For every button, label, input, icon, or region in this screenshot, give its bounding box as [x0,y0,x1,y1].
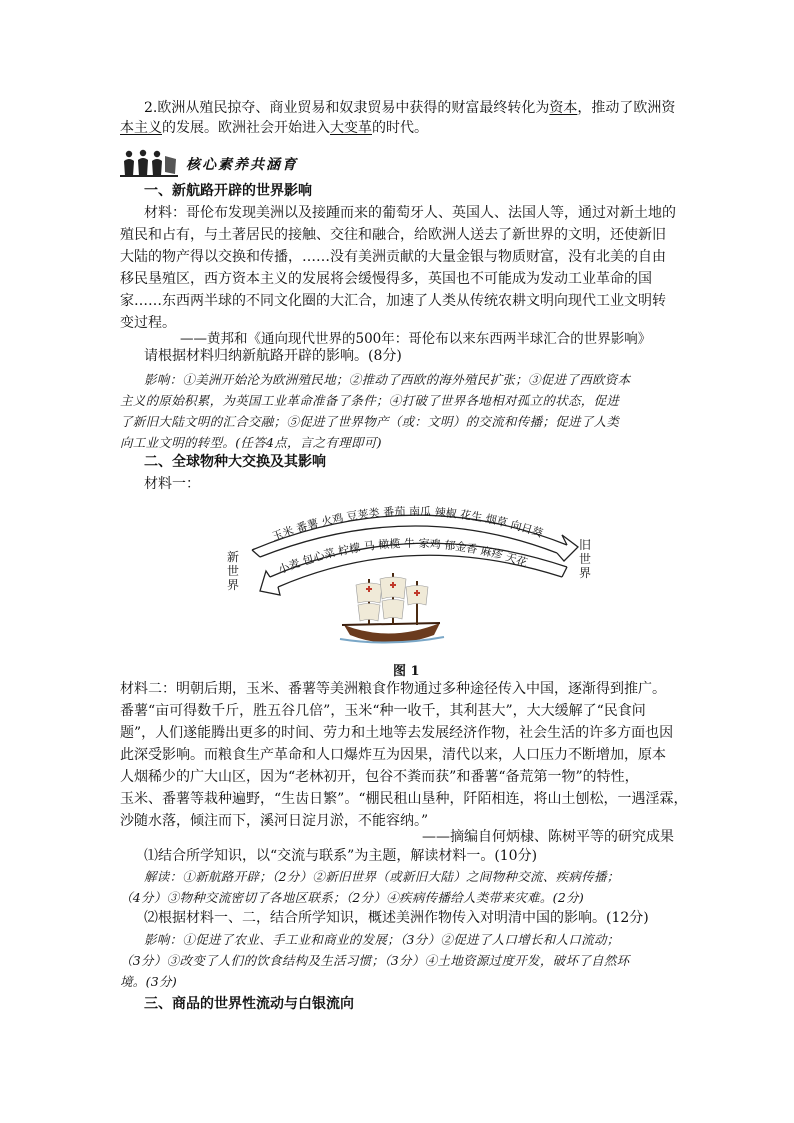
new-world-label: 新 世 界 [226,550,239,592]
part2-answer-2-line: 影响：①促进了农业、手工业和商业的发展；（3分）②促进了人口增长和人口流动； [144,932,620,947]
intro-underlined-term: 本主义 [120,120,162,136]
part2-material2-line: 题”，人们遂能腾出更多的时间、劳力和土地等去发展经济作物，社会生活的许多方面也因 [120,725,674,741]
part2-answer-2-line: 境。(3分) [120,974,178,989]
part1-material-line: 变过程。 [120,315,176,331]
part2-material2-line: 人烟稀少的广大山区，因为“老林初开，包谷不粪而获”和番薯“备荒第一物”的特性， [120,769,639,785]
part2-question-1: ⑴结合所学知识，以“交流与联系”为主题，解读材料一。(10分) [144,848,538,864]
intro-text: ，推动了欧洲资 [577,100,676,116]
part2-answer-1-line: 解读：①新航路开辟；（2分）②新旧世界（或新旧大陆）之间物种交流、疾病传播； [144,869,620,884]
top-arrow-tail [252,550,260,557]
part1-material-line: 移民垦殖区，西方资本主义的发展将会缓慢得多，英国也不可能成为发动工业革命的国 [120,271,652,287]
intro-line-1 [144,98,675,118]
part2-question-2: ⑵根据材料一、二，结合所学知识，概述美洲作物传入对明清中国的影响。(12分) [144,910,649,926]
intro-text: 的时代。 [372,120,428,136]
part2-material2-line: 玉米、番薯等栽种遍野，“生齿日繁”。“棚民租山垦种，阡陌相连，将山土刨松，一遇淫霖， [120,791,688,807]
sailing-ship-icon [340,573,444,643]
part2-heading: 二、全球物种大交换及其影响 [144,454,326,470]
part2-material2-line: 此深受影响。而粮食生产革命和人口爆炸互为因果，清代以来，人口压力不断增加，原本 [120,747,666,763]
part1-answer-line: 影响：①美洲开始沦为欧洲殖民地；②推动了西欧的海外殖民扩张；③促进了西欧资本 [144,372,631,387]
top-arrow-head [557,535,578,561]
part1-answer-line: 主义的原始积累，为英国工业革命准备了条件；④打破了世界各地相对孤立的状态，促进 [120,393,620,408]
part2-source: ——摘编自何炳棣、陈树平等的研究成果 [422,829,674,845]
intro-underlined-term: 大变革 [330,120,372,136]
old-world-label: 旧 世 界 [578,538,591,580]
part2-material2-line: 沙随水落，倾注而下，溪河日淀月淤，不能容纳。” [120,813,429,829]
part1-material-line: 大陆的物产得以交换和传播，……没有美洲贡献的大量金银与物质财富，没有北美的自由 [120,249,666,265]
part1-question: 请根据材料归纳新航路开辟的影响。(8分) [144,348,402,364]
part2-material2-line: 材料二：明朝后期，玉米、番薯等美洲粮食作物通过多种途径传入中国，逐渐得到推广。 [120,681,666,697]
intro-underlined-term: 资本 [549,100,578,116]
bottom-arrow-text: 小麦 包心菜 柠檬 马 橄榄 牛 家鸡 郁金香 麻疹 天花 [276,536,529,577]
part2-answer-1-line: （4分）③物种交流密切了各地区联系；（2分）④疾病传播给人类带来灾难。(2分) [120,890,585,905]
species-exchange-figure [222,495,602,660]
part1-answer-line: 了新旧大陆文明的汇合交融；⑤促进了世界物产（或：文明）的交流和传播；促进了人类 [120,414,620,429]
part2-material1-label: 材料一： [144,476,200,492]
section-header [120,148,420,178]
part1-material-line: 材料：哥伦布发现美洲以及接踵而来的葡萄牙人、英国人、法国人等，通过对新土地的 [144,205,676,221]
part2-answer-2-line: （3分）③改变了人们的饮食结构及生活习惯；（3分）④土地资源过度开发，破坏了自然环 [120,953,630,968]
part1-heading: 一、新航路开辟的世界影响 [144,183,312,199]
people-reading-icon [120,148,180,178]
part1-answer-line: 向工业文明的转型。(任答4点，言之有理即可) [120,435,382,450]
part1-material-line: 家……东西两半球的不同文化圈的大汇合，加速了人类从传统农耕文明向现代工业文明转 [120,293,666,309]
bottom-arrow-tail [562,567,567,577]
top-arrow-text: 玉米 番薯 火鸡 豆荚类 番茄 南瓜 辣椒 花生 烟草 向日葵 [270,504,545,544]
section-title: 核心素养共涵育 [186,157,298,173]
part1-material-line: 殖民和占有，与土著居民的接触、交往和融合，给欧洲人送去了新世界的文明，还使新旧 [120,227,666,243]
intro-line-2 [120,118,428,138]
exchange-arrows-diagram [222,495,602,660]
figure-caption: 图 1 [393,664,420,679]
part1-source: ——黄邦和《通向现代世界的500年：哥伦布以来东西两半球汇合的世界影响》 [180,331,652,347]
intro-text: 2.欧洲从殖民掠夺、商业贸易和奴隶贸易中获得的财富最终转化为 [144,100,550,116]
part3-heading: 三、商品的世界性流动与白银流向 [144,996,354,1012]
intro-text: 的发展。欧洲社会开始进入 [162,120,330,136]
part2-material2-line: 番薯“亩可得数千斤，胜五谷几倍”，玉米“种一收千，其利甚大”，大大缓解了“民食问 [120,703,646,719]
